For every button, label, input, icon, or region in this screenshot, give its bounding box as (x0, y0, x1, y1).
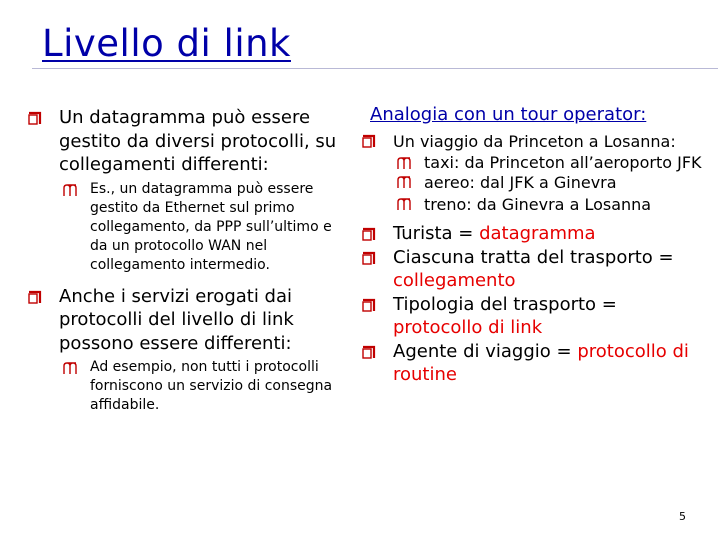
sub-bullet-text: treno: da Ginevra a Losanna (424, 195, 652, 214)
right-bullet-segment (362, 246, 707, 293)
right-bullet-tourist (362, 222, 707, 246)
arrow-bullet-icon (62, 361, 79, 376)
square-bullet-icon (362, 134, 376, 148)
right-bullet-travel-agent (362, 340, 707, 387)
sub-bullet-train (393, 194, 707, 216)
slide-title: Livello di link (42, 22, 291, 65)
analogy-heading: Analogia con un tour operator: (370, 104, 647, 125)
bullet-text: Un datagramma può essere gestito da diversi protocolli, su collegamenti differenti: (59, 107, 337, 175)
sublist (59, 180, 346, 275)
bullet-text: Un viaggio da Princeton a Losanna: (393, 132, 676, 151)
sub-bullet-text: taxi: da Princeton all’aeroporto JFK (424, 153, 702, 172)
trip-sublist (393, 153, 707, 216)
analogy-label: Ciascuna tratta del trasporto = (393, 246, 674, 268)
analogy-value: protocollo di routine (393, 340, 689, 385)
square-bullet-icon (28, 290, 42, 304)
arrow-bullet-icon (396, 175, 413, 190)
right-bullet-trip (362, 131, 707, 216)
arrow-bullet-icon (396, 156, 413, 171)
title-divider (32, 68, 718, 69)
analogy-label: Tipologia del trasporto = (393, 293, 617, 315)
sub-bullet-text: Ad esempio, non tutti i protocolli forniscono un servizio di consegna affidabile. (90, 359, 333, 413)
bullet-text: Anche i servizi erogati dai protocolli del livello di link possono essere differenti: (59, 285, 294, 354)
sublist (59, 358, 346, 415)
left-bullet-datagram (28, 106, 346, 275)
sub-bullet-text: Es., un datagramma può essere gestito da Ethernet sul primo collegamento, da PPP sull’ultimo e da un protocollo WAN nel collegamento intermedio. (90, 180, 332, 273)
square-bullet-icon (362, 345, 376, 359)
right-column (362, 104, 707, 387)
arrow-bullet-icon (396, 197, 413, 212)
square-bullet-icon (362, 227, 376, 241)
analogy-label: Turista = (393, 223, 480, 244)
analogy-value: collegamento (393, 270, 516, 291)
left-column (28, 106, 346, 415)
square-bullet-icon (362, 251, 376, 265)
left-bullet-services (28, 285, 346, 416)
right-bullet-transport-type (362, 293, 707, 340)
sub-bullet-example (59, 358, 346, 415)
square-bullet-icon (28, 111, 42, 125)
right-list (362, 131, 707, 387)
sub-bullet-text: aereo: dal JFK a Ginevra (424, 173, 617, 192)
analogy-label: Agente di viaggio = (393, 340, 578, 362)
analogy-value: protocollo di link (393, 317, 543, 338)
arrow-bullet-icon (62, 183, 79, 198)
sub-bullet-example (59, 180, 346, 275)
sub-bullet-taxi (393, 153, 707, 172)
square-bullet-icon (362, 298, 376, 312)
analogy-value: datagramma (479, 223, 596, 244)
page-number: 5 (679, 510, 686, 523)
sub-bullet-plane (393, 172, 707, 194)
